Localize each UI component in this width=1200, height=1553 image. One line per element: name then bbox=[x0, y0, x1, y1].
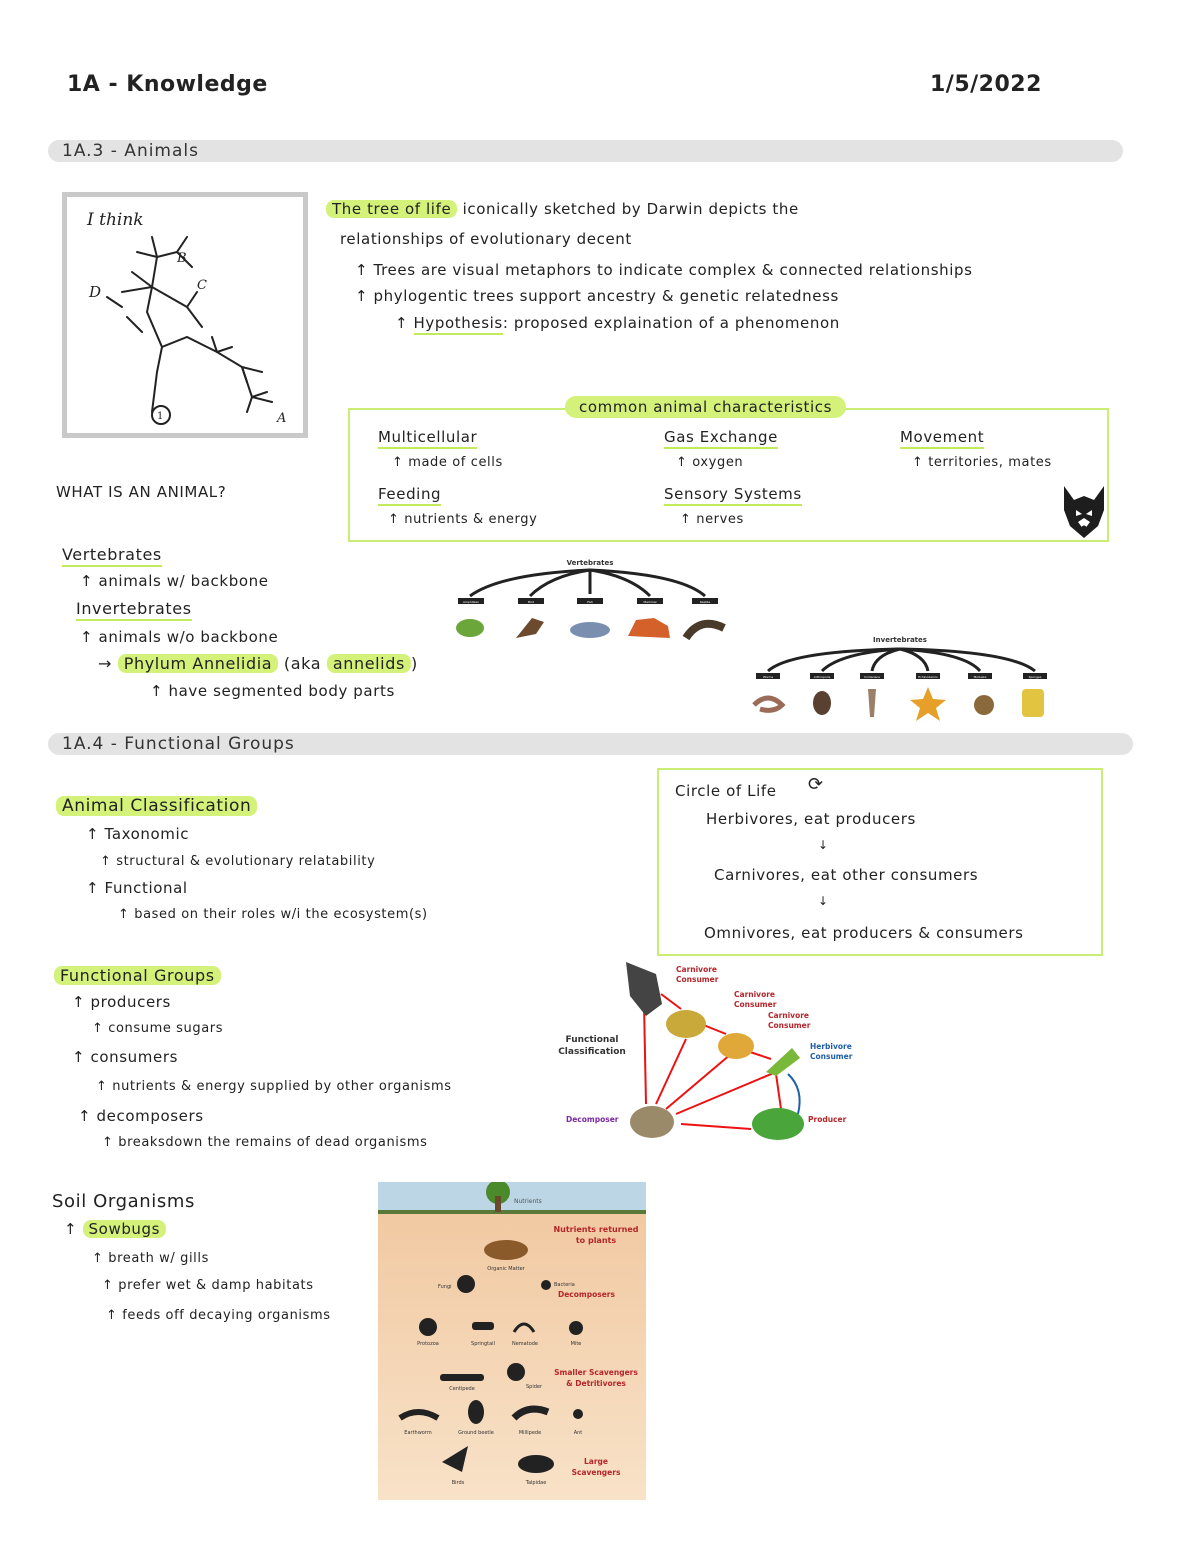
aka-open: (aka bbox=[283, 654, 322, 673]
invert-label-mollusks: Mollusks bbox=[973, 675, 987, 679]
sowbugs-habitats: ↑ prefer wet & damp habitats bbox=[102, 1278, 314, 1293]
frog-icon bbox=[456, 619, 484, 637]
soil-large-2: Scavengers bbox=[571, 1468, 621, 1477]
soil-organisms-heading: Soil Organisms bbox=[52, 1191, 195, 1212]
soil-birds: Birds bbox=[451, 1480, 465, 1486]
soil-earthworm: Earthworm bbox=[404, 1430, 432, 1436]
char-movement-sub: ↑ territories, mates bbox=[912, 455, 1052, 470]
soil-mite: Mite bbox=[570, 1341, 582, 1347]
sponge-icon bbox=[1022, 689, 1044, 717]
char-gas-exchange: Gas Exchange bbox=[664, 428, 778, 449]
eagle-icon bbox=[626, 962, 662, 1016]
ant-icon bbox=[573, 1409, 583, 1419]
soil-talpidae: Talpidae bbox=[525, 1480, 547, 1486]
consumers-line: ↑ consumers bbox=[72, 1048, 179, 1066]
tree-of-life-highlight: The tree of life bbox=[326, 200, 457, 218]
hypothesis-label: Hypothesis bbox=[414, 314, 503, 335]
char-movement: Movement bbox=[900, 428, 984, 449]
invert-label-cnidarians: Cnidarians bbox=[864, 675, 880, 679]
vertebrates-diagram bbox=[440, 556, 740, 646]
taxonomic-line: ↑ Taxonomic bbox=[86, 825, 190, 843]
invert-label-sponges: Sponges bbox=[1028, 675, 1042, 679]
vert-label-mammal: Mammal bbox=[643, 600, 657, 604]
vert-label-amphibian: Amphibian bbox=[462, 600, 480, 604]
fc-producer: Producer bbox=[808, 1115, 847, 1124]
bullet-trees: ↑ Trees are visual metaphors to indicate complex & connected relationships bbox=[355, 261, 973, 279]
fc-carnivore-2a: Carnivore bbox=[734, 990, 776, 999]
mite-icon bbox=[569, 1321, 583, 1335]
grasshopper-icon bbox=[766, 1048, 800, 1076]
bullet-phylogenetic: ↑ phylogentic trees support ancestry & genetic relatedness bbox=[355, 287, 839, 305]
soil-organic: Organic Matter bbox=[487, 1266, 525, 1272]
section-bar-animals bbox=[48, 140, 1123, 162]
soil-springtail: Springtail bbox=[471, 1341, 495, 1347]
animal-classification-heading: Animal Classification bbox=[56, 796, 257, 816]
phylum-arrow: → bbox=[98, 654, 113, 673]
char-gas-exchange-sub: ↑ oxygen bbox=[676, 455, 744, 470]
vert-label-bird: Bird bbox=[528, 600, 534, 604]
decomposers-sub: ↑ breaksdown the remains of dead organisms bbox=[102, 1135, 428, 1150]
arrow-down-2: ↓ bbox=[818, 894, 829, 908]
bullet-hypothesis: ↑ Hypothesis: proposed explaination of a phenomenon bbox=[395, 314, 840, 332]
tree-label-c: C bbox=[197, 278, 207, 293]
section-bar-functional-groups bbox=[48, 733, 1133, 755]
consumers-sub: ↑ nutrients & energy supplied by other organisms bbox=[96, 1079, 452, 1094]
snail-icon bbox=[974, 695, 994, 715]
vertebrates-sub: ↑ animals w/ backbone bbox=[80, 572, 269, 590]
fc-carnivore-2b: Consumer bbox=[734, 1000, 777, 1009]
tree-label-a: A bbox=[277, 411, 287, 426]
soil-protozoa: Protozoa bbox=[417, 1341, 439, 1347]
cycle-icon: ⟳ bbox=[808, 774, 824, 795]
char-multicellular-sub: ↑ made of cells bbox=[392, 455, 503, 470]
carnivores-line: Carnivores, eat other consumers bbox=[714, 866, 979, 884]
soil-ant: Ant bbox=[573, 1430, 583, 1436]
producers-line: ↑ producers bbox=[72, 993, 171, 1011]
fc-carnivore-3a: Carnivore bbox=[768, 1011, 810, 1020]
spider-icon bbox=[507, 1363, 525, 1381]
fc-herbivore-a: Herbivore bbox=[810, 1042, 852, 1051]
tree-label-d: D bbox=[89, 283, 102, 301]
soil-millipede: Millipede bbox=[518, 1430, 542, 1436]
soil-large-1: Large bbox=[584, 1457, 608, 1466]
taxonomic-sub: ↑ structural & evolutionary relatability bbox=[100, 854, 376, 869]
herbivores-line: Herbivores, eat producers bbox=[706, 810, 916, 828]
ground-beetle-icon bbox=[468, 1400, 484, 1424]
functional-classification-diagram bbox=[556, 954, 856, 1164]
invert-label-arthropods: Arthropods bbox=[813, 675, 831, 679]
char-feeding-sub: ↑ nutrients & energy bbox=[388, 512, 538, 527]
starfish-icon bbox=[910, 687, 946, 721]
tree-label-1: 1 bbox=[157, 411, 164, 422]
fish-icon bbox=[570, 622, 610, 638]
wolf-icon bbox=[1060, 484, 1108, 540]
grass-icon bbox=[752, 1108, 804, 1140]
soil-spider: Spider bbox=[525, 1384, 543, 1390]
sketch-caption: I think bbox=[87, 210, 144, 230]
fc-carnivore-1a: Carnivore bbox=[676, 965, 718, 974]
section-title: 1A.4 - Functional Groups bbox=[62, 734, 295, 754]
functional-groups-heading: Functional Groups bbox=[54, 966, 221, 985]
fc-herbivore-b: Consumer bbox=[810, 1052, 853, 1061]
fc-title-1: Functional bbox=[565, 1035, 619, 1045]
rodent-icon bbox=[718, 1033, 754, 1059]
soil-smaller-1: Smaller Scavengers bbox=[554, 1368, 638, 1377]
sowbugs-highlight: Sowbugs bbox=[83, 1220, 167, 1238]
soil-returned-2: to plants bbox=[575, 1236, 617, 1245]
lizard-icon bbox=[666, 1010, 706, 1038]
invertebrates-sub: ↑ animals w/o backbone bbox=[80, 628, 279, 646]
arrow-down-1: ↓ bbox=[818, 838, 829, 852]
soil-ground-beetle: Ground beetle bbox=[458, 1430, 494, 1436]
soil-nematode: Nematode bbox=[511, 1341, 539, 1347]
soil-bacteria: Bacteria bbox=[554, 1282, 575, 1288]
beetle-icon bbox=[813, 691, 831, 715]
omnivores-line: Omnivores, eat producers & consumers bbox=[704, 924, 1024, 942]
phylum-line bbox=[98, 654, 418, 673]
blue-cycle-arrow bbox=[788, 1074, 800, 1114]
producers-sub: ↑ consume sugars bbox=[92, 1021, 224, 1036]
soil-centipede: Centipede bbox=[449, 1386, 475, 1392]
vert-label-fish: Fish bbox=[587, 600, 593, 604]
fox-icon bbox=[628, 618, 670, 638]
darwin-tree-sketch bbox=[62, 192, 308, 438]
fc-carnivore-1b: Consumer bbox=[676, 975, 719, 984]
invertebrates-label: Invertebrates bbox=[76, 599, 192, 621]
soil-nutrients: Nutrients bbox=[514, 1198, 542, 1205]
protozoa-icon bbox=[419, 1318, 437, 1336]
invert-diagram-title: Invertebrates bbox=[873, 636, 927, 644]
vert-diagram-title: Vertebrates bbox=[566, 559, 614, 567]
char-feeding: Feeding bbox=[378, 485, 441, 506]
char-multicellular: Multicellular bbox=[378, 428, 477, 449]
annelids-highlight: annelids bbox=[327, 654, 411, 673]
page-date: 1/5/2022 bbox=[930, 72, 1042, 97]
bird-icon bbox=[516, 618, 544, 638]
mushroom-icon bbox=[630, 1106, 674, 1138]
sowbugs-feeds: ↑ feeds off decaying organisms bbox=[106, 1308, 331, 1323]
hypothesis-text: : proposed explaination of a phenomenon bbox=[502, 314, 840, 332]
phylum-sub: ↑ have segmented body parts bbox=[150, 682, 395, 700]
invert-label-worms: Worms bbox=[762, 675, 774, 679]
sowbugs-line: ↑ Sowbugs bbox=[64, 1220, 166, 1238]
tree-sketch-drawing bbox=[67, 197, 303, 433]
organic-matter-icon bbox=[484, 1240, 528, 1260]
fungi-icon bbox=[457, 1275, 475, 1293]
sowbugs-gills: ↑ breath w/ gills bbox=[92, 1251, 209, 1266]
tree-label-b: B bbox=[177, 251, 187, 266]
functional-line: ↑ Functional bbox=[86, 879, 188, 897]
mole-icon bbox=[518, 1455, 554, 1473]
soil-decomposers: Decomposers bbox=[558, 1290, 615, 1299]
phylum-highlight: Phylum Annelidia bbox=[118, 654, 278, 673]
char-sensory: Sensory Systems bbox=[664, 485, 802, 506]
invertebrates-diagram bbox=[750, 633, 1050, 723]
centipede-icon bbox=[440, 1374, 484, 1381]
decomposers-line: ↑ decomposers bbox=[78, 1107, 204, 1125]
bacteria-icon bbox=[541, 1280, 551, 1290]
intro-line-2: relationships of evolutionary decent bbox=[340, 230, 632, 248]
aka-close: ) bbox=[410, 654, 418, 673]
char-sensory-sub: ↑ nerves bbox=[680, 512, 744, 527]
fc-title-2: Classification bbox=[558, 1047, 626, 1057]
what-is-animal: WHAT IS AN ANIMAL? bbox=[56, 483, 227, 501]
springtail-icon bbox=[472, 1322, 494, 1330]
jellyfish-icon bbox=[868, 689, 876, 717]
soil-returned-1: Nutrients returned bbox=[553, 1225, 639, 1234]
intro-rest: iconically sketched by Darwin depicts the bbox=[462, 200, 799, 218]
worm-icon bbox=[754, 698, 782, 710]
circle-of-life-title: Circle of Life bbox=[675, 782, 777, 800]
soil-food-web-diagram bbox=[378, 1182, 646, 1500]
soil-smaller-2: & Detritivores bbox=[566, 1379, 626, 1388]
snake-icon bbox=[686, 624, 724, 638]
soil-fungi: Fungi bbox=[438, 1284, 452, 1290]
functional-sub: ↑ based on their roles w/i the ecosystem(s) bbox=[118, 907, 428, 922]
vert-label-reptile: Reptile bbox=[699, 600, 711, 604]
page-title: 1A - Knowledge bbox=[67, 72, 268, 97]
section-title: 1A.3 - Animals bbox=[62, 141, 199, 161]
invert-label-echinoderms: Echinoderms bbox=[918, 675, 938, 679]
intro-line-1 bbox=[326, 200, 799, 218]
vertebrates-label: Vertebrates bbox=[62, 545, 162, 567]
fc-carnivore-3b: Consumer bbox=[768, 1021, 811, 1030]
characteristics-title: common animal characteristics bbox=[565, 396, 846, 418]
fc-decomposer: Decomposer bbox=[566, 1115, 619, 1124]
